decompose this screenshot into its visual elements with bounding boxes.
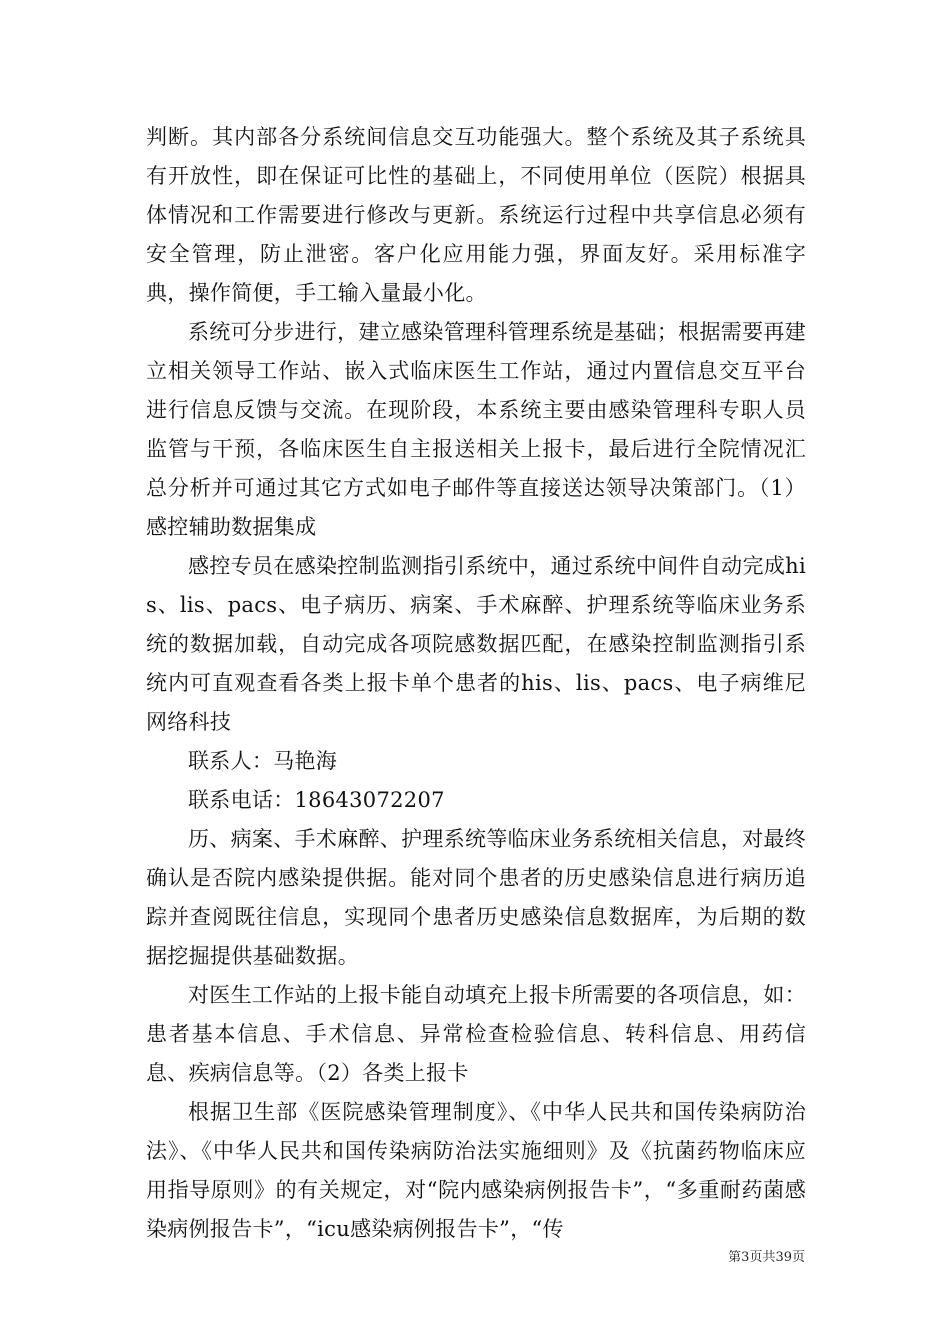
paragraph-2: 系统可分步进行，建立感染管理科管理系统是基础；根据需要再建立相关领导工作站、嵌入式临床医生工作站，通过内置信息交互平台进行信息反馈与交流。在现阶段，本系统主要由感染管理科专职人员监管与干预，各临床医生自主报送相关上报卡，最后进行全院情况汇总分析并可通过其它方式如电子邮件等直接送达领导决策部门。（1）感控辅助数据集成: [146, 320, 806, 539]
paragraph-5: 对医生工作站的上报卡能自动填充上报卡所需要的各项信息，如：患者基本信息、手术信息、异常检查检验信息、转科信息、用药信息、疾病信息等。（2）各类上报卡: [146, 983, 806, 1085]
paragraph-1: 判断。其内部各分系统间信息交互功能强大。整个系统及其子系统具有开放性，即在保证可比性的基础上，不同使用单位（医院）根据具体情况和工作需要进行修改与更新。系统运行过程中共享信息必须有安全管理，防止泄密。客户化应用能力强，界面友好。采用标准字典，操作简便，手工输入量最小化。: [146, 125, 806, 305]
paragraph-3: 感控专员在感染控制监测指引系统中，通过系统中间件自动完成his、lis、pacs、电子病历、病案、手术麻醉、护理系统等临床业务系统的数据加载，自动完成各项院感数据匹配，在感染控制监测指引系统内可直观查看各类上报卡单个患者的his、lis、pacs、电子病维尼网络科技: [146, 554, 806, 734]
contact-person: 联系人：马艳海: [188, 749, 338, 773]
page-number: 第3页共39页: [728, 1250, 805, 1265]
contact-phone: 联系电话：18643072207: [188, 788, 445, 812]
paragraph-6: 根据卫生部《医院感染管理制度》、《中华人民共和国传染病防治法》、《中华人民共和国传染病防治法实施细则》及《抗菌药物临床应用指导原则》的有关规定，对“院内感染病例报告卡”，“多重耐药菌感染病例报告卡”，“icu感染病例报告卡”，“传: [146, 1100, 806, 1241]
paragraph-4: 历、病案、手术麻醉、护理系统等临床业务系统相关信息，对最终确认是否院内感染提供据。能对同个患者的历史感染信息进行病历追踪并查阅既往信息，实现同个患者历史感染信息数据库，为后期的数据挖掘提供基础数据。: [146, 827, 806, 968]
document-body: [146, 118, 806, 1249]
